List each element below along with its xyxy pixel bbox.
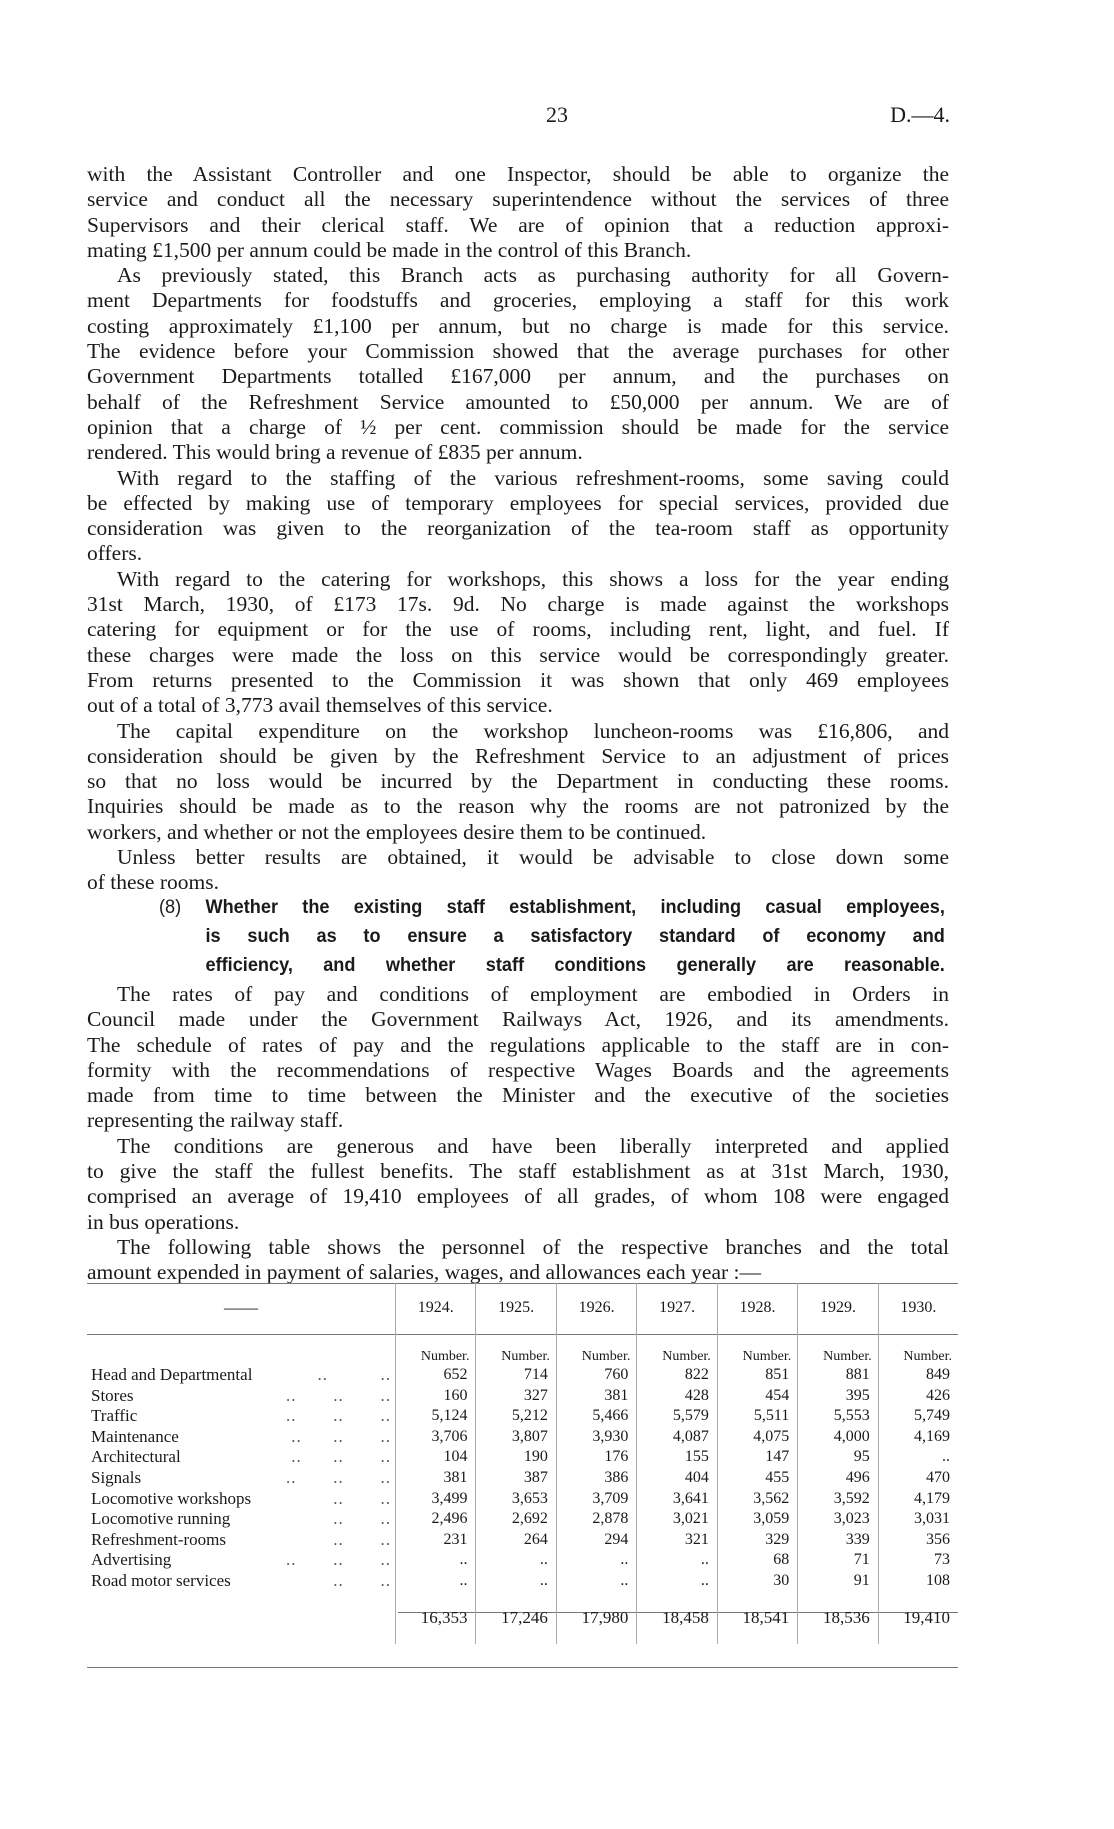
value-cell: 881 xyxy=(798,1365,878,1386)
table-row xyxy=(87,1489,958,1510)
text-line: With regard to the catering for workshops, this shows a loss for the year ending xyxy=(117,566,949,591)
value-cell: 714 xyxy=(476,1365,556,1386)
value-cell: .. xyxy=(396,1571,476,1592)
text-line: consideration should be given by the Refreshment Service to an adjustment of prices xyxy=(87,743,949,768)
value-cell: 2,878 xyxy=(556,1509,636,1530)
value-cell: 3,706 xyxy=(396,1427,476,1448)
table-header-row xyxy=(87,1283,958,1333)
total-cell: 18,536 xyxy=(798,1592,878,1644)
value-cell: 3,653 xyxy=(476,1489,556,1510)
value-cell: .. xyxy=(476,1571,556,1592)
row-label-cell xyxy=(87,1468,396,1489)
value-cell: 404 xyxy=(637,1468,717,1489)
empty-cell xyxy=(87,1333,396,1365)
value-cell: 231 xyxy=(396,1530,476,1551)
value-cell: 4,075 xyxy=(717,1427,797,1448)
year-header: 1930. xyxy=(878,1283,958,1333)
value-cell: 91 xyxy=(798,1571,878,1592)
leader-dots: .. .. .. xyxy=(291,1426,391,1446)
value-cell: 3,031 xyxy=(878,1509,958,1530)
row-label-cell xyxy=(87,1509,396,1530)
leader-dots: .. .. xyxy=(333,1529,391,1549)
row-label-cell xyxy=(87,1489,396,1510)
text-line: From returns presented to the Commission it was shown that only 469 employees xyxy=(87,667,949,692)
value-cell: 5,749 xyxy=(878,1406,958,1427)
text-line: As previously stated, this Branch acts as purchasing authority for all Govern- xyxy=(117,263,949,288)
row-label: Road motor services xyxy=(91,1570,231,1590)
leader-dots: .. .. xyxy=(333,1488,391,1508)
text-line: 31st March, 1930, of £173 17s. 9d. No charge is made against the workshops xyxy=(87,592,949,617)
row-label-cell xyxy=(87,1571,396,1592)
value-cell: 339 xyxy=(798,1530,878,1551)
text-line: rendered. This would bring a revenue of £835 per annum. xyxy=(87,440,583,465)
value-cell: 4,169 xyxy=(878,1427,958,1448)
text-line: be effected by making use of temporary employees for special services, provided due xyxy=(87,490,949,515)
table-corner-dash: —— xyxy=(224,1298,258,1317)
empty-cell xyxy=(87,1592,396,1644)
year-header: 1925. xyxy=(476,1283,556,1333)
value-cell: 3,023 xyxy=(798,1509,878,1530)
leader-dots: .. .. .. xyxy=(291,1447,391,1467)
year-header: 1927. xyxy=(637,1283,717,1333)
text-line: Inquiries should be made as to the reason why the rooms are not patronized by the xyxy=(87,794,949,819)
value-cell: 95 xyxy=(798,1447,878,1468)
total-cell: 16,353 xyxy=(396,1592,476,1644)
value-cell: 496 xyxy=(798,1468,878,1489)
leader-dots: .. .. xyxy=(317,1365,391,1384)
value-cell: .. xyxy=(637,1571,717,1592)
value-cell: 329 xyxy=(717,1530,797,1551)
row-label-cell xyxy=(87,1365,396,1386)
value-cell: 30 xyxy=(717,1571,797,1592)
row-label-cell xyxy=(87,1386,396,1407)
row-label: Architectural xyxy=(91,1447,181,1467)
row-label-cell xyxy=(87,1406,396,1427)
table-bottom-rule xyxy=(87,1667,958,1668)
value-cell: .. xyxy=(556,1550,636,1571)
text-line: so that no loss would be incurred by the Department in conducting these rooms. xyxy=(87,769,949,794)
table-row xyxy=(87,1365,958,1386)
value-cell: 386 xyxy=(556,1468,636,1489)
value-cell: 3,021 xyxy=(637,1509,717,1530)
value-cell: 147 xyxy=(717,1447,797,1468)
text-line: amount expended in payment of salaries, wages, and allowances each year :— xyxy=(87,1260,762,1285)
value-cell: 294 xyxy=(556,1530,636,1551)
text-line: costing approximately £1,100 per annum, but no charge is made for this service. xyxy=(87,313,949,338)
value-cell: .. xyxy=(556,1571,636,1592)
text-line: With regard to the staffing of the various refreshment-rooms, some saving could xyxy=(117,465,949,490)
row-label: Maintenance xyxy=(91,1426,179,1446)
value-cell: 155 xyxy=(637,1447,717,1468)
text-line: in bus operations. xyxy=(87,1209,240,1234)
text-line: behalf of the Refreshment Service amounted to £50,000 per annum. We are of xyxy=(87,389,949,414)
table-row xyxy=(87,1386,958,1407)
leader-dots: .. .. xyxy=(333,1509,391,1529)
value-cell: 395 xyxy=(798,1386,878,1407)
text-line: out of a total of 3,773 avail themselves of this service. xyxy=(87,693,553,718)
text-line: The rates of pay and conditions of employment are embodied in Orders in xyxy=(117,982,949,1006)
value-cell: 5,579 xyxy=(637,1406,717,1427)
value-cell: 454 xyxy=(717,1386,797,1407)
text-line: The schedule of rates of pay and the regulations applicable to the staff are in con- xyxy=(87,1032,949,1057)
value-cell: 4,087 xyxy=(637,1427,717,1448)
year-header: 1926. xyxy=(556,1283,636,1333)
body-text-section-2 xyxy=(87,982,949,1286)
value-cell: 176 xyxy=(556,1447,636,1468)
text-line: to give the staff the fullest benefits. The staff establishment as at 31st March, 1930, xyxy=(87,1159,949,1184)
value-cell: 3,499 xyxy=(396,1489,476,1510)
text-line: Council made under the Government Railways Act, 1926, and its amendments. xyxy=(87,1007,949,1032)
value-cell: 5,511 xyxy=(717,1406,797,1427)
value-cell: 381 xyxy=(396,1468,476,1489)
leader-dots: .. .. .. xyxy=(286,1550,391,1570)
table-row xyxy=(87,1427,958,1448)
value-cell: 68 xyxy=(717,1550,797,1571)
value-cell: 652 xyxy=(396,1365,476,1386)
value-cell: 3,709 xyxy=(556,1489,636,1510)
body-text-section-1 xyxy=(87,162,949,896)
text-line: these charges were made the loss on this service would be correspondingly greater. xyxy=(87,642,949,667)
value-cell: 426 xyxy=(878,1386,958,1407)
section-heading xyxy=(159,893,945,980)
total-cell: 18,541 xyxy=(717,1592,797,1644)
text-line: The following table shows the personnel of the respective branches and the total xyxy=(117,1234,949,1259)
leader-dots: .. .. .. xyxy=(286,1406,391,1426)
text-line: formity with the recommendations of respective Wages Boards and the agreements xyxy=(87,1057,949,1082)
leader-dots: .. .. xyxy=(333,1570,391,1590)
text-line: opinion that a charge of ½ per cent. commission should be made for the service xyxy=(87,414,949,439)
row-label: Head and Departmental xyxy=(91,1365,253,1384)
text-line: catering for equipment or for the use of rooms, including rent, light, and fuel. If xyxy=(87,617,949,642)
text-line: with the Assistant Controller and one Inspector, should be able to organize the xyxy=(87,162,949,186)
text-line: of these rooms. xyxy=(87,870,219,895)
unit-label: Number. xyxy=(637,1333,717,1365)
unit-label: Number. xyxy=(717,1333,797,1365)
value-cell: 2,692 xyxy=(476,1509,556,1530)
value-cell: 264 xyxy=(476,1530,556,1551)
unit-row xyxy=(87,1333,958,1365)
value-cell: 321 xyxy=(637,1530,717,1551)
value-cell: 4,000 xyxy=(798,1427,878,1448)
row-label: Advertising xyxy=(91,1550,172,1570)
row-label-cell xyxy=(87,1550,396,1571)
unit-label: Number. xyxy=(798,1333,878,1365)
value-cell: 3,059 xyxy=(717,1509,797,1530)
row-label: Traffic xyxy=(91,1406,138,1426)
year-header: 1928. xyxy=(717,1283,797,1333)
text-line: Supervisors and their clerical staff. We are of opinion that a reduction approxi- xyxy=(87,212,949,237)
value-cell: 822 xyxy=(637,1365,717,1386)
heading-number: (8) xyxy=(159,896,182,918)
table-row xyxy=(87,1571,958,1592)
unit-label: Number. xyxy=(878,1333,958,1365)
leader-dots: .. .. .. xyxy=(286,1467,391,1487)
text-line: consideration was given to the reorganization of the tea-room staff as opportunity xyxy=(87,516,949,541)
unit-label: Number. xyxy=(476,1333,556,1365)
row-label-cell xyxy=(87,1530,396,1551)
value-cell: 4,179 xyxy=(878,1489,958,1510)
text-line: ment Departments for foodstuffs and groceries, employing a staff for this work xyxy=(87,288,949,313)
value-cell: 3,562 xyxy=(717,1489,797,1510)
value-cell: 760 xyxy=(556,1365,636,1386)
personnel-table xyxy=(87,1283,958,1644)
value-cell: 851 xyxy=(717,1365,797,1386)
value-cell: .. xyxy=(637,1550,717,1571)
value-cell: 455 xyxy=(717,1468,797,1489)
value-cell: 104 xyxy=(396,1447,476,1468)
value-cell: .. xyxy=(476,1550,556,1571)
text-line: made from time to time between the Minister and the executive of the societies xyxy=(87,1083,949,1108)
text-line: service and conduct all the necessary superintendence without the services of three xyxy=(87,187,949,212)
value-cell: 849 xyxy=(878,1365,958,1386)
heading-text: Whether the existing staff establishment, including casual employees, xyxy=(205,896,945,918)
total-cell: 17,246 xyxy=(476,1592,556,1644)
row-label: Signals xyxy=(91,1467,142,1487)
value-cell: 190 xyxy=(476,1447,556,1468)
unit-label: Number. xyxy=(556,1333,636,1365)
heading-line: is such as to ensure a satisfactory standard of economy and xyxy=(205,925,945,947)
document-reference: D.—4. xyxy=(890,102,950,127)
table-row xyxy=(87,1468,958,1489)
value-cell: 3,807 xyxy=(476,1427,556,1448)
value-cell: 71 xyxy=(798,1550,878,1571)
value-cell: 381 xyxy=(556,1386,636,1407)
value-cell: 327 xyxy=(476,1386,556,1407)
value-cell: 73 xyxy=(878,1550,958,1571)
value-cell: 387 xyxy=(476,1468,556,1489)
row-label: Refreshment-rooms xyxy=(91,1529,227,1549)
unit-label: Number. xyxy=(396,1333,476,1365)
heading-line: efficiency, and whether staff conditions generally are reasonable. xyxy=(205,954,945,976)
text-line: mating £1,500 per annum could be made in the control of this Branch. xyxy=(87,237,692,262)
total-cell: 19,410 xyxy=(878,1592,958,1644)
text-line: offers. xyxy=(87,541,143,566)
value-cell: .. xyxy=(396,1550,476,1571)
row-label-cell xyxy=(87,1427,396,1448)
text-line: representing the railway staff. xyxy=(87,1108,344,1133)
table-row xyxy=(87,1406,958,1427)
text-line: Unless better results are obtained, it would be advisable to close down some xyxy=(117,845,949,870)
value-cell: 3,930 xyxy=(556,1427,636,1448)
table-row xyxy=(87,1447,958,1468)
row-label: Stores xyxy=(91,1385,134,1405)
row-label-cell xyxy=(87,1447,396,1468)
value-cell: 160 xyxy=(396,1386,476,1407)
total-cell: 18,458 xyxy=(637,1592,717,1644)
totals-row xyxy=(87,1592,958,1644)
table-row xyxy=(87,1509,958,1530)
table-row xyxy=(87,1530,958,1551)
text-line: Government Departments totalled £167,000 per annum, and the purchases on xyxy=(87,364,949,389)
value-cell: 356 xyxy=(878,1530,958,1551)
text-line: The evidence before your Commission showed that the average purchases for other xyxy=(87,339,949,364)
text-line: The conditions are generous and have been liberally interpreted and applied xyxy=(117,1133,949,1158)
value-cell: 5,212 xyxy=(476,1406,556,1427)
value-cell: 5,553 xyxy=(798,1406,878,1427)
year-header: 1929. xyxy=(798,1283,878,1333)
value-cell: 470 xyxy=(878,1468,958,1489)
text-line: The capital expenditure on the workshop luncheon-rooms was £16,806, and xyxy=(117,718,949,743)
row-label: Locomotive running xyxy=(91,1509,231,1529)
text-line: comprised an average of 19,410 employees of all grades, of whom 108 were engaged xyxy=(87,1184,949,1209)
value-cell: .. xyxy=(878,1447,958,1468)
page-number: 23 xyxy=(546,102,568,127)
heading-line xyxy=(159,893,945,922)
leader-dots: .. .. .. xyxy=(286,1385,391,1405)
text-line: workers, and whether or not the employees desire them to be continued. xyxy=(87,819,707,844)
value-cell: 5,466 xyxy=(556,1406,636,1427)
value-cell: 108 xyxy=(878,1571,958,1592)
value-cell: 428 xyxy=(637,1386,717,1407)
value-cell: 2,496 xyxy=(396,1509,476,1530)
value-cell: 3,641 xyxy=(637,1489,717,1510)
value-cell: 5,124 xyxy=(396,1406,476,1427)
total-cell: 17,980 xyxy=(556,1592,636,1644)
year-header: 1924. xyxy=(396,1283,476,1333)
row-label: Locomotive workshops xyxy=(91,1488,252,1508)
value-cell: 3,592 xyxy=(798,1489,878,1510)
table-row xyxy=(87,1550,958,1571)
